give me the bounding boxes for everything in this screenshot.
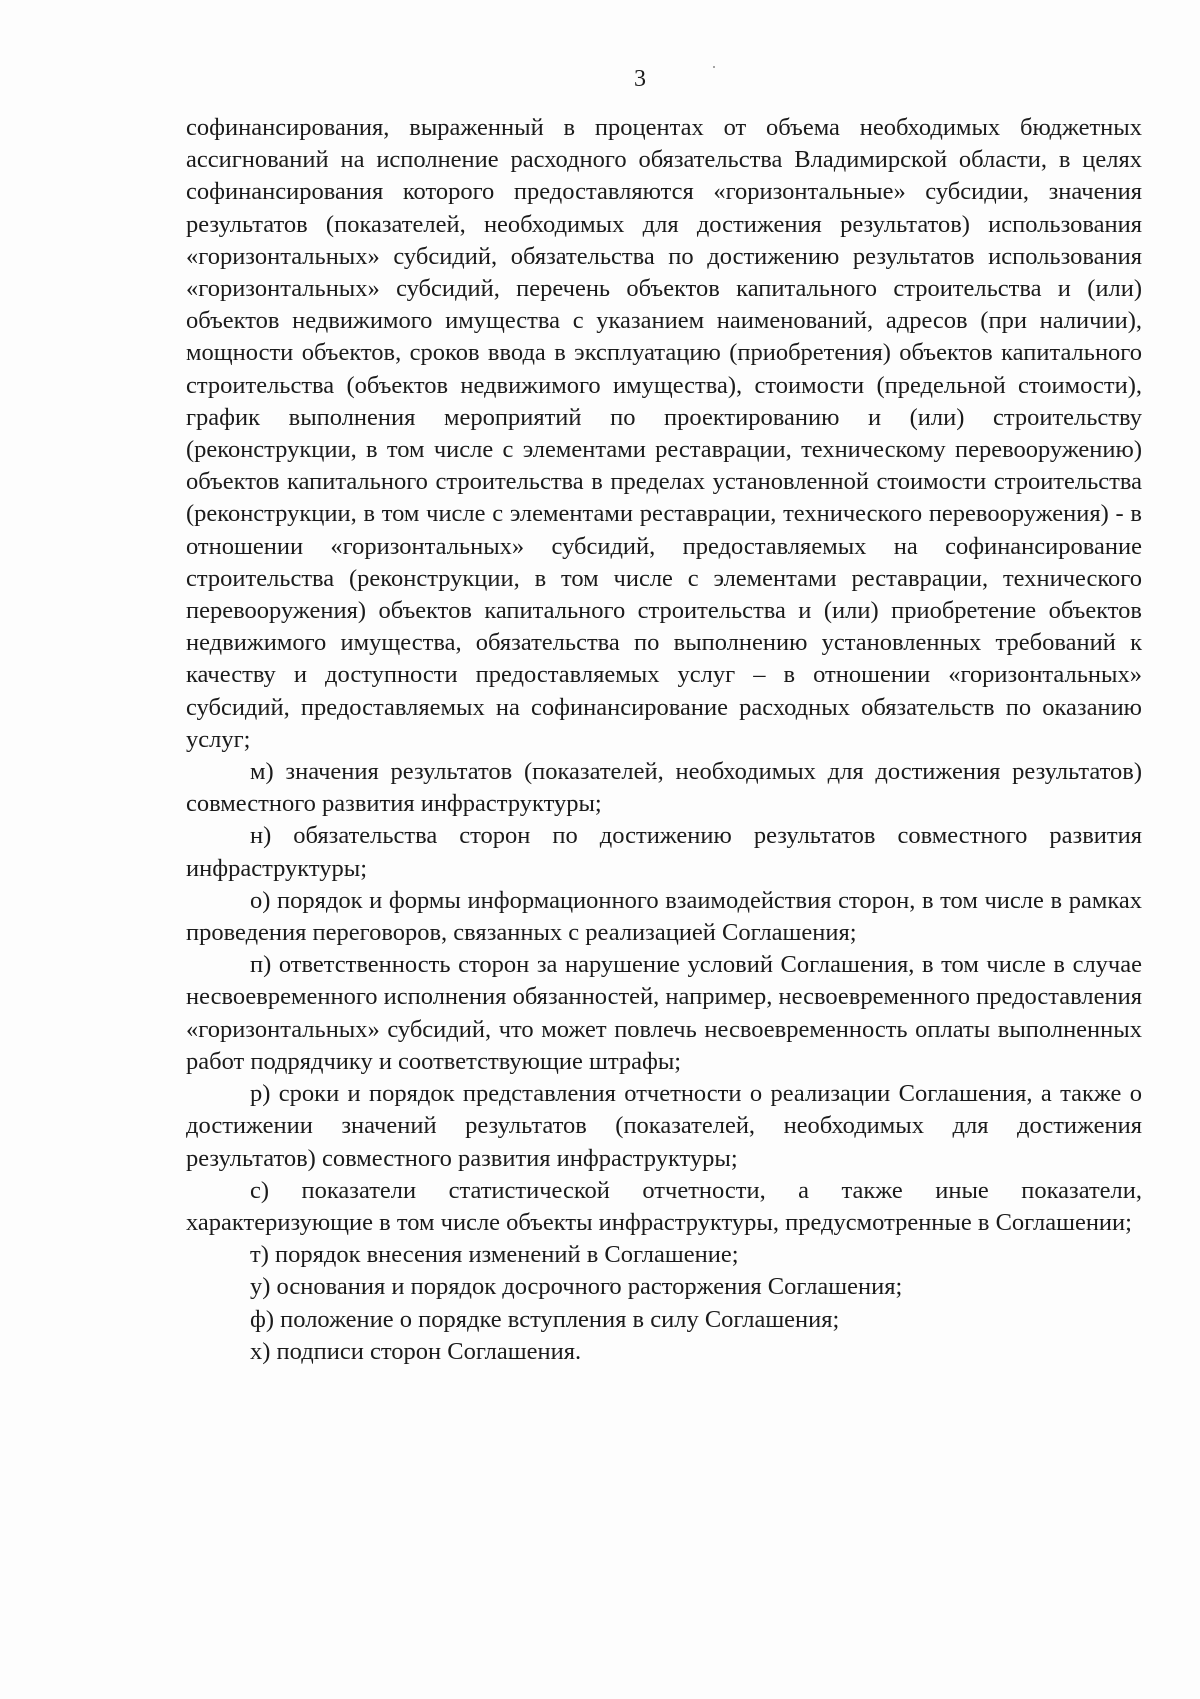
list-item-r: р) сроки и порядок представления отчетности о реализации Соглашения, а также о достижении значений результатов (показателей, необходимых для достижения результатов) совместного развития инфраструктуры;	[186, 1080, 1142, 1172]
list-item-p: п) ответственность сторон за нарушение условий Соглашения, в том числе в случае несвоевременного исполнения обязанностей, например, несвоевременного предоставления «горизонтальных» субсидий, что может повлечь несвоевременность оплаты выполненных работ подрядчику и соответствующие штрафы;	[186, 951, 1142, 1075]
list-item-n: н) обязательства сторон по достижению результатов совместного развития инфраструктуры;	[186, 822, 1142, 882]
list-item-u: у) основания и порядок досрочного расторжения Соглашения;	[250, 1273, 903, 1301]
list-item-o: о) порядок и формы информационного взаимодействия сторон, в том числе в рамках проведения переговоров, связанных с реализацией Соглашения;	[186, 886, 1142, 947]
list-item-s: с) показатели статистической отчетности, а также иные показатели, характеризующие в том числе объекты инфраструктуры, предусмотренные в Соглашении;	[186, 1176, 1142, 1236]
paragraph-continuation: софинансирования, выраженный в процентах от объема необходимых бюджетных ассигнований на исполнение расходного обязательства Владимирской области, в целях софинансирования которого предоставляются «горизонтальные» субсидии, значения результатов (показателей, необходимых для достижения результатов) использования «горизонтальных» субсидий, обязательства по достижению результатов использования «горизонтальных» субсидий, перечень объектов капитального строительства и (или) объектов недвижимого имущества с указанием наименований, адресов (при наличии), мощности объектов, сроков ввода в эксплуатацию (приобретения) объектов капитального строительства (объектов недвижимого имущества), стоимости (предельной стоимости), график выполнения мероприятий по проектированию и (или) строительству (реконструкции, в том числе с элементами реставрации, техническому перевооружению) объектов капитального строительства в пределах установленной стоимости строительства (реконструкции, в том числе с элементами реставрации, технического перевооружения) - в отношении «горизонтальных» субсидий, предоставляемых на софинансирование строительства (реконструкции, в том числе с элементами реставрации, технического перевооружения) объектов капитального строительства и (или) приобретение объектов недвижимого имущества, обязательства по выполнению установленных требований к качеству и доступности предоставляемых услуг – в отношении «горизонтальных» субсидий, предоставляемых на софинансирование расходных обязательств по оказанию услуг;	[186, 114, 1142, 753]
document-body	[186, 112, 1142, 1368]
list-item-m: м) значения результатов (показателей, необходимых для достижения результатов) совместного развития инфраструктуры;	[186, 758, 1142, 818]
list-item-t: т) порядок внесения изменений в Соглашение;	[250, 1241, 739, 1269]
scan-speck	[713, 66, 715, 68]
list-item-f: ф) положение о порядке вступления в силу Соглашения;	[250, 1305, 840, 1333]
page-number: 3	[634, 66, 646, 92]
list-item-kh: х) подписи сторон Соглашения.	[250, 1337, 582, 1365]
